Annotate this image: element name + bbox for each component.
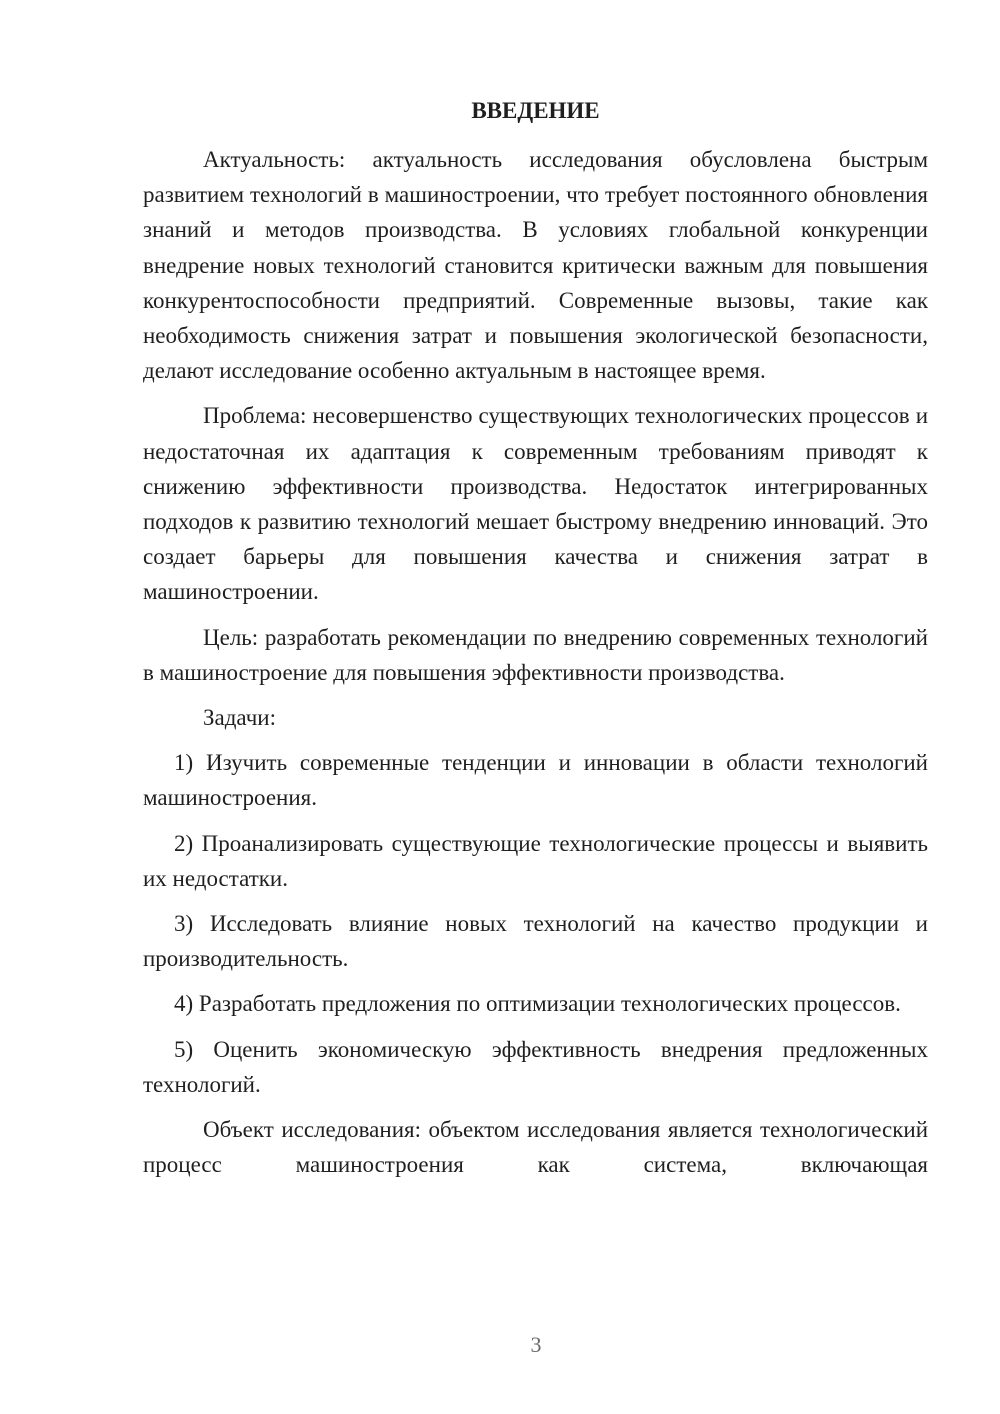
page-number: 3 [530, 1332, 542, 1357]
paragraph-object: Объект исследования: объектом исследования является технологический процесс машиностроения как система, включающая [143, 1117, 928, 1178]
task-item-1: 1) Изучить современные тенденции и инновации в области технологий машиностроения. [143, 750, 928, 811]
paragraph-problem: Проблема: несовершенство существующих технологических процессов и недостаточная их адаптация к современным требованиям приводят к снижению эффективности производства. Недостаток интегрированных подходов к развитию технологий мешает быстрому внедрению инноваций. Это создает барьеры для повышения качества и снижения затрат в машиностроении. [143, 403, 928, 605]
document-body [143, 92, 928, 1182]
task-item-5: 5) Оценить экономическую эффективность внедрения предложенных технологий. [143, 1036, 928, 1097]
task-item-3: 3) Исследовать влияние новых технологий на качество продукции и производительность. [143, 911, 928, 972]
task-item-2: 2) Проанализировать существующие технологические процессы и выявить их недостатки. [143, 830, 928, 891]
tasks-heading: Задачи: [203, 705, 276, 731]
paragraph-goal: Цель: разработать рекомендации по внедрению современных технологий в машиностроение для повышения эффективности производства. [143, 624, 928, 685]
task-item-4: 4) Разработать предложения по оптимизации технологических процессов. [174, 991, 901, 1017]
paragraph-relevance: Актуальность: актуальность исследования обусловлена быстрым развитием технологий в машиностроении, что требует постоянного обновления знаний и методов производства. В условиях глобальной конкуренции внедрение новых технологий становится критически важным для повышения конкурентоспособности предприятий. Современные вызовы, такие как необходимость снижения затрат и повышения экологической безопасности, делают исследование особенно актуальным в настоящее время. [143, 147, 928, 384]
section-title: ВВЕДЕНИЕ [471, 98, 600, 123]
